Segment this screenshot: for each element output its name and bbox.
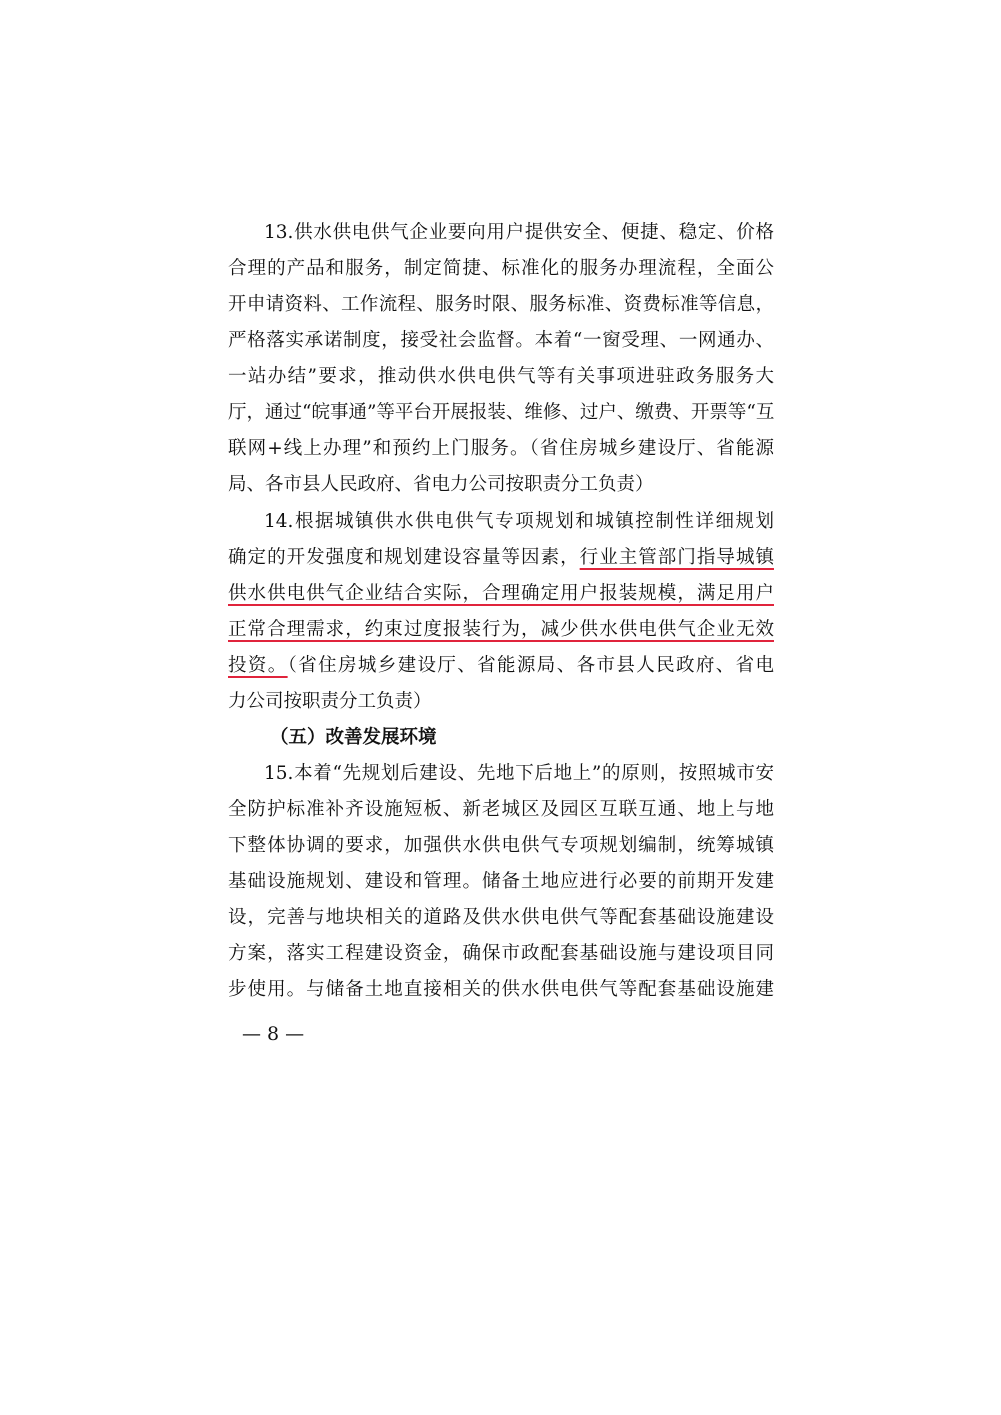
paragraph-15-line-3: 下整体协调的要求，加强供水供电供气专项规划编制，统筹城镇 bbox=[228, 835, 774, 856]
paragraph-14-line-3 bbox=[228, 576, 774, 612]
underlined-text: 正常合理需求，约束过度报装行为，减少供水供电供气企业无效 bbox=[228, 619, 774, 640]
paragraph-13-line-8: 局、各市县人民政府、省电力公司按职责分工负责） bbox=[228, 474, 654, 495]
paragraph-14-line-6: 力公司按职责分工负责） bbox=[228, 691, 432, 712]
paragraph-13-line-7: 联网+线上办理”和预约上门服务。（省住房城乡建设厅、省能源 bbox=[228, 438, 774, 459]
paragraph-15-line-6: 方案，落实工程建设资金，确保市政配套基础设施与建设项目同 bbox=[228, 943, 774, 964]
paragraph-13-line-2: 合理的产品和服务，制定简捷、标准化的服务办理流程，全面公 bbox=[228, 258, 774, 279]
underlined-text: 行业主管部门指导城镇 bbox=[579, 547, 774, 568]
paragraph-13-line-5: 一站办结”要求，推动供水供电供气等有关事项进驻政务服务大 bbox=[228, 366, 774, 387]
paragraph-13-line-1: 13.供水供电供气企业要向用户提供安全、便捷、稳定、价格 bbox=[264, 222, 774, 243]
paragraph-13-line-3: 开申请资料、工作流程、服务时限、服务标准、资费标准等信息， bbox=[228, 294, 774, 315]
paragraph-15-line-1: 15.本着“先规划后建设、先地下后地上”的原则，按照城市安 bbox=[264, 763, 774, 784]
paragraph-14-line-2 bbox=[228, 540, 774, 576]
paragraph-14-line-1: 14.根据城镇供水供电供气专项规划和城镇控制性详细规划 bbox=[264, 511, 774, 532]
section-heading: （五）改善发展环境 bbox=[270, 727, 437, 748]
paragraph-15-line-5: 设，完善与地块相关的道路及供水供电供气等配套基础设施建设 bbox=[228, 907, 774, 928]
paragraph-15-line-2: 全防护标准补齐设施短板、新老城区及园区互联互通、地上与地 bbox=[228, 799, 774, 820]
paragraph-14-line-4 bbox=[228, 612, 774, 648]
paragraph-15-line-4: 基础设施规划、建设和管理。储备土地应进行必要的前期开发建 bbox=[228, 871, 774, 892]
underlined-text: 投资。 bbox=[228, 655, 288, 676]
underlined-text: 供水供电供气企业结合实际，合理确定用户报装规模，满足用户 bbox=[228, 583, 774, 604]
paragraph-15-line-7: 步使用。与储备土地直接相关的供水供电供气等配套基础设施建 bbox=[228, 979, 774, 1000]
paragraph-14-plain-text: （省住房城乡建设厅、省能源局、各市县人民政府、省电 bbox=[287, 655, 774, 676]
paragraph-14-line-5 bbox=[228, 648, 774, 684]
paragraph-13-line-4: 严格落实承诺制度，接受社会监督。本着“一窗受理、一网通办、 bbox=[228, 330, 774, 351]
page-number: — 8 — bbox=[242, 1023, 305, 1045]
paragraph-14-plain-text: 确定的开发强度和规划建设容量等因素， bbox=[228, 547, 580, 568]
paragraph-13-line-6: 厅，通过“皖事通”等平台开展报装、维修、过户、缴费、开票等“互 bbox=[228, 402, 774, 423]
